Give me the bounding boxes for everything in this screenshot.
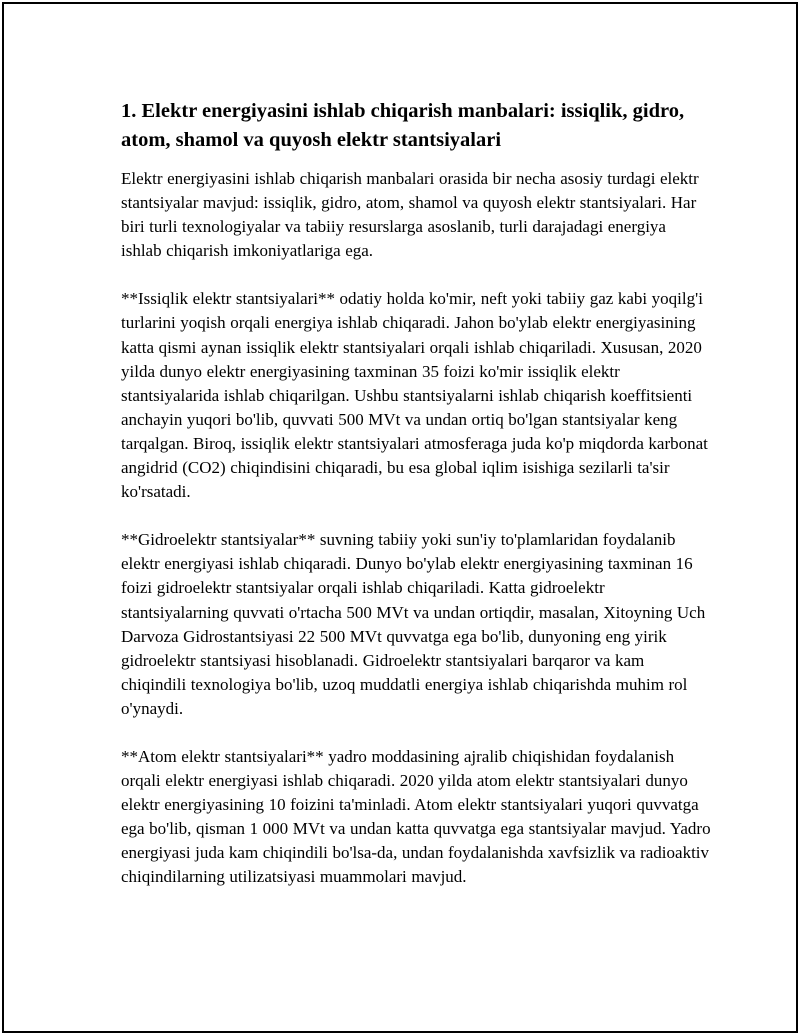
paragraph-hydro-plants: **Gidroelektr stantsiyalar** suvning tabiiy yoki sun'iy to'plamlaridan foydalanib elektr energiyasi ishlab chiqaradi. Dunyo bo'ylab elektr energiyasining taxminan 16 foizi gidroelektr stantsiyalar orqali ishlab chiqariladi. Katta gidroelektr stantsiyalarning quvvati o'rtacha 500 MVt va undan ortiqdir, masalan, Xitoyning Uch Darvoza Gidrostantsiyasi 22 500 MVt quvvatga ega bo'lib, dunyoning eng yirik gidroelektr stantsiyasi hisoblanadi. Gidroelektr stantsiyalari barqaror va kam chiqindili texnologiya bo'lib, uzoq muddatli energiya ishlab chiqarishda muhim rol o'ynaydi.	[121, 530, 706, 718]
document-body	[121, 97, 711, 914]
paragraph-intro: Elektr energiyasini ishlab chiqarish manbalari orasida bir necha asosiy turdagi elektr stantsiyalar mavjud: issiqlik, gidro, atom, shamol va quyosh elektr stantsiyalari. Har biri turli texnologiyalar va tabiiy resurslarga asoslanib, turli darajadagi energiya ishlab chiqarish imkoniyatlariga ega.	[121, 169, 699, 261]
section-heading: 1. Elektr energiyasini ishlab chiqarish manbalari: issiqlik, gidro, atom, shamol va quyosh elektr stantsiyalari	[121, 100, 685, 151]
paragraph-thermal-plants: **Issiqlik elektr stantsiyalari** odatiy holda ko'mir, neft yoki tabiiy gaz kabi yoqilg'i turlarini yoqish orqali energiya ishlab chiqaradi. Jahon bo'ylab elektr energiyasining katta qismi aynan issiqlik elektr stantsiyalari orqali ishlab chiqariladi. Xususan, 2020 yilda dunyo elektr energiyasining taxminan 35 foizi ko'mir issiqlik elektr stantsiyalarida ishlab chiqarilgan. Ushbu stantsiyalarni ishlab chiqarish koeffitsienti anchayin yuqori bo'lib, quvvati 500 MVt va undan ortiq bo'lgan stantsiyalar keng tarqalgan. Biroq, issiqlik elektr stantsiyalari atmosferaga juda ko'p miqdorda karbonat angidrid (CO2) chiqindisini chiqaradi, bu esa global iqlim isishiga sezilarli ta'sir ko'rsatadi.	[121, 289, 708, 502]
paragraph-nuclear-plants: **Atom elektr stantsiyalari** yadro moddasining ajralib chiqishidan foydalanish orqali elektr energiyasi ishlab chiqaradi. 2020 yilda atom elektr stantsiyalari dunyo elektr energiyasining 10 foizini ta'minladi. Atom elektr stantsiyalari yuqori quvvatga ega bo'lib, qisman 1 000 MVt va undan katta quvvatga ega stantsiyalar mavjud. Yadro energiyasi juda kam chiqindili bo'lsa-da, undan foydalanishda xavfsizlik va radioaktiv chiqindilarning utilizatsiyasi muammolari mavjud.	[121, 746, 711, 887]
page-frame	[2, 2, 798, 1033]
